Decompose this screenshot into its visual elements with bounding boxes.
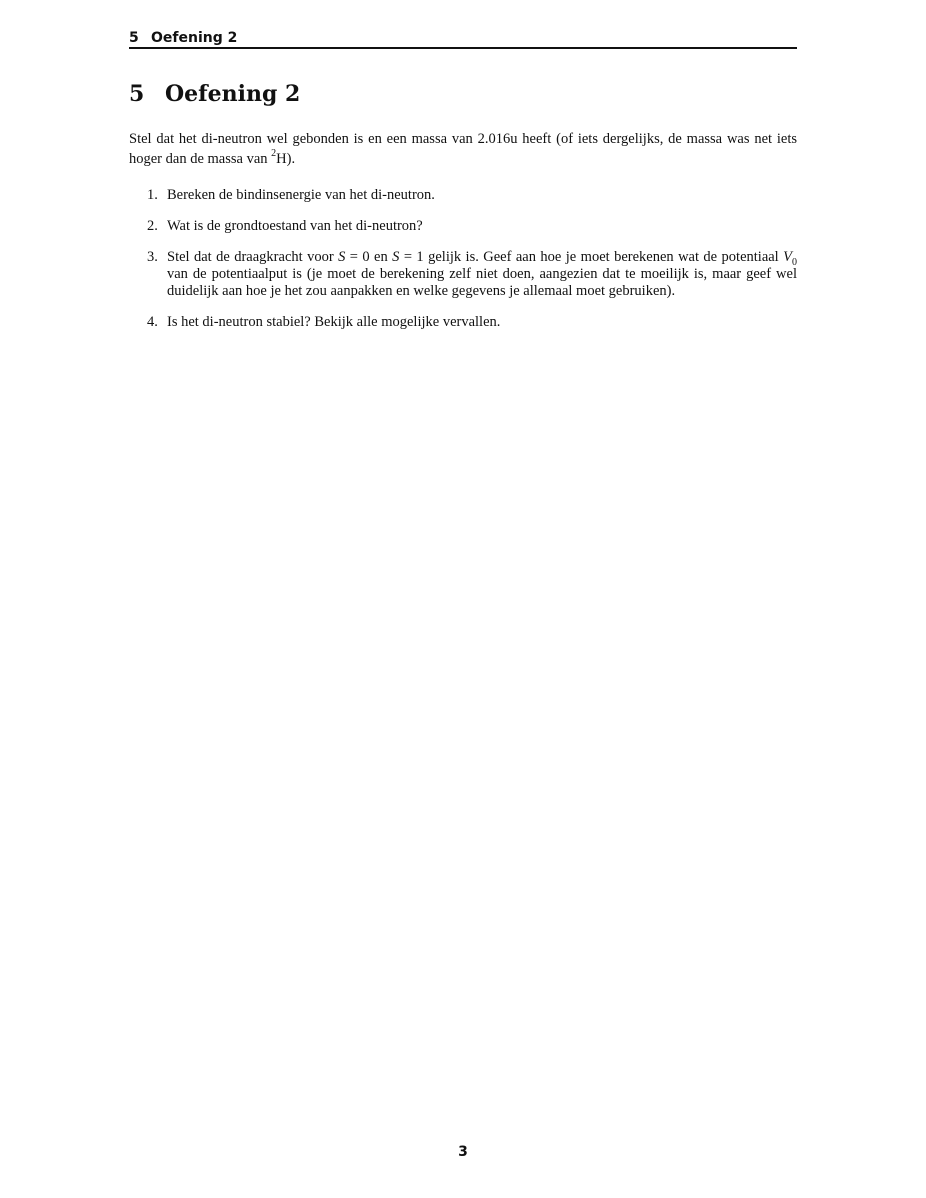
list-marker: 1.: [147, 187, 158, 203]
intro-text: Stel dat het di-neutron wel gebonden is en een massa van 2.016u heeft (of iets dergelijks, de massa was net iets hoger dan de massa van: [129, 131, 797, 167]
math-variable-v: $V_0$: [783, 249, 797, 268]
running-header-title: Oefening 2: [151, 30, 238, 46]
list-marker: 4.: [147, 314, 158, 330]
list-marker: 3.: [147, 249, 158, 265]
isotope-symbol: H: [276, 151, 287, 167]
isotope-mass-number: 2: [271, 148, 277, 160]
list-item: [129, 249, 797, 300]
list-item-text-end: van de potentiaalput is (je moet de berekening zelf niet doen, aangezien dat te moeilijk is, maar geef wel duidelijk aan hoe je het zou aanpakken en welke gegevens je allemaal moet gebruiken).: [167, 266, 797, 299]
running-header: [129, 29, 797, 47]
exercise-list: [129, 187, 797, 345]
list-item-text-start: Stel dat de draagkracht voor: [167, 249, 339, 265]
header-rule: [129, 47, 797, 49]
list-item: [129, 314, 797, 331]
list-item-text: Wat is de grondtoestand van het di-neutron?: [167, 218, 423, 234]
list-marker: 2.: [147, 218, 158, 234]
intro-paragraph: [129, 129, 797, 169]
math-variable-s: S: [392, 249, 400, 265]
page-number: 3: [458, 1144, 468, 1160]
list-item: [129, 187, 797, 204]
section-heading: [129, 80, 797, 108]
section-title: Oefening 2: [165, 81, 301, 107]
section-number: 5: [129, 81, 145, 107]
math-equation-text: = 0 en: [345, 249, 393, 265]
running-header-number: 5: [129, 30, 139, 46]
list-item-text: Bereken de bindinsenergie van het di-neutron.: [167, 187, 435, 203]
list-item-text: Is het di-neutron stabiel? Bekijk alle mogelijke vervallen.: [167, 314, 501, 330]
list-item: [129, 218, 797, 235]
math-variable-s: S: [338, 249, 346, 265]
math-equation-text: = 1 gelijk is. Geef aan hoe je moet berekenen wat de potentiaal: [399, 249, 784, 265]
math-subscript: 0: [792, 256, 797, 268]
intro-text-end: ).: [286, 151, 296, 167]
